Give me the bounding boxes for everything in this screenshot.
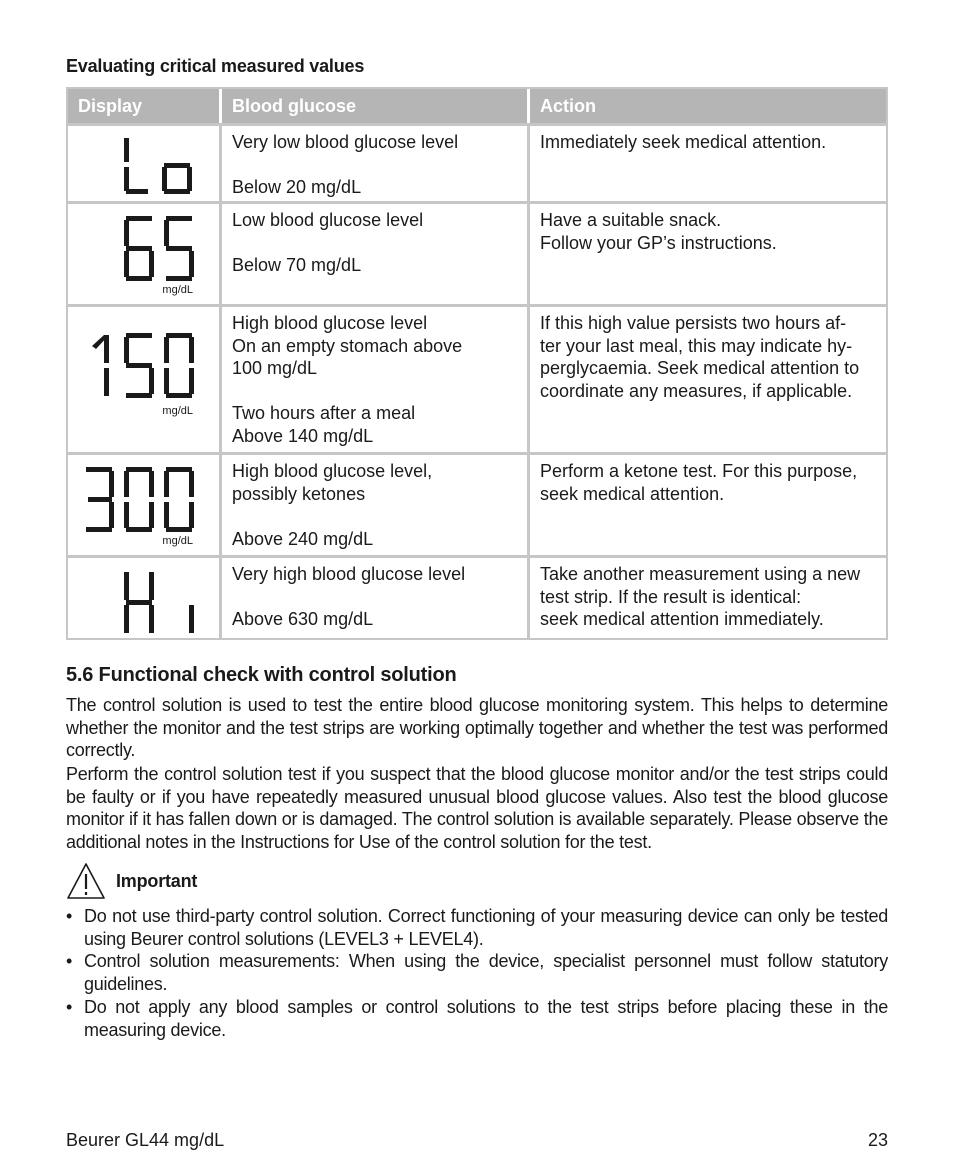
action-cell: Have a suitable snack. Follow your GP’s instructions. [530, 201, 886, 304]
section-title: Evaluating critical measured values [66, 56, 365, 76]
header-action: Action [530, 89, 886, 123]
glucose-cell: Very low blood glucose level Below 20 mg/dL [222, 123, 530, 201]
paragraph: The control solution is used to test the entire blood glucose monitoring system. This helps to determine whether the monitor and the test strips are working optimally together and whether the test was performed correctly. [66, 695, 888, 761]
glucose-cell: Very high blood glucose level Above 630 mg/dL [222, 555, 530, 638]
table-row [68, 452, 886, 555]
lcd-lo-icon [82, 134, 206, 198]
action-cell: If this high value persists two hours af- ter your last meal, this may indicate hy- perglycaemia. Seek medical attention to coordinate any measures, if applicable. [530, 304, 886, 452]
bullet: • [66, 951, 73, 972]
bullet: • [66, 996, 73, 1017]
paragraph: Perform the control solution test if you suspect that the blood glucose monitor and/or the test strips could be faulty or if you have repeatedly measured unusual blood glucose values. Also test the blood glucose monitor if it has fallen down or is damaged. The control solution is available separately. Please observe the additional notes in the Instructions for Use of the control solution for the test. [66, 764, 888, 853]
unit-label: mg/dL [162, 534, 193, 547]
header-blood-glucose: Blood glucose [222, 89, 530, 123]
table-row [68, 304, 886, 452]
page-number: 23 [867, 1130, 888, 1150]
unit-label: mg/dL [162, 283, 193, 296]
table-header-row [68, 89, 886, 123]
lcd-display-300 [68, 452, 222, 555]
list-item: • Control solution measurements: When using the device, specialist personnel must follow statutory guidelines. [66, 951, 888, 995]
important-notice [66, 860, 197, 902]
lcd-display-150 [68, 304, 222, 452]
table-row [68, 201, 886, 304]
evaluation-table [66, 87, 888, 640]
glucose-cell: Low blood glucose level Below 70 mg/dL [222, 201, 530, 304]
action-cell: Take another measurement using a new test strip. If the result is identical: seek medical attention immediately. [530, 555, 886, 638]
table-row [68, 123, 886, 201]
unit-label: mg/dL [162, 404, 193, 417]
lcd-display-hi [68, 555, 222, 638]
lcd-150-icon [82, 329, 206, 403]
important-notes-list [66, 905, 888, 1041]
lcd-65-icon [82, 212, 206, 286]
header-display: Display [68, 89, 222, 123]
bullet: • [66, 906, 73, 926]
glucose-cell: High blood glucose level On an empty stomach above 100 mg/dL Two hours after a meal Above 140 mg/dL [222, 304, 530, 452]
footer-product: Beurer GL44 mg/dL [66, 1130, 225, 1150]
lcd-display-65 [68, 201, 222, 304]
lcd-display-lo [68, 123, 222, 201]
glucose-cell: High blood glucose level, possibly ketones Above 240 mg/dL [222, 452, 530, 555]
list-item: • Do not use third-party control solution. Correct functioning of your measuring device can only be tested using Beurer control solutions (LEVEL3 + LEVEL4). [66, 906, 888, 949]
important-label: Important [116, 870, 198, 891]
lcd-300-icon [82, 463, 206, 537]
list-item: • Do not apply any blood samples or control solutions to the test strips before placing these in the measuring device. [66, 996, 888, 1040]
lcd-hi-icon [82, 566, 206, 640]
action-cell: Immediately seek medical attention. [530, 123, 886, 201]
table-row [68, 555, 886, 638]
warning-triangle-icon [66, 862, 106, 900]
action-cell: Perform a ketone test. For this purpose, seek medical attention. [530, 452, 886, 555]
section-heading: 5.6 Functional check with control solution [66, 664, 457, 686]
